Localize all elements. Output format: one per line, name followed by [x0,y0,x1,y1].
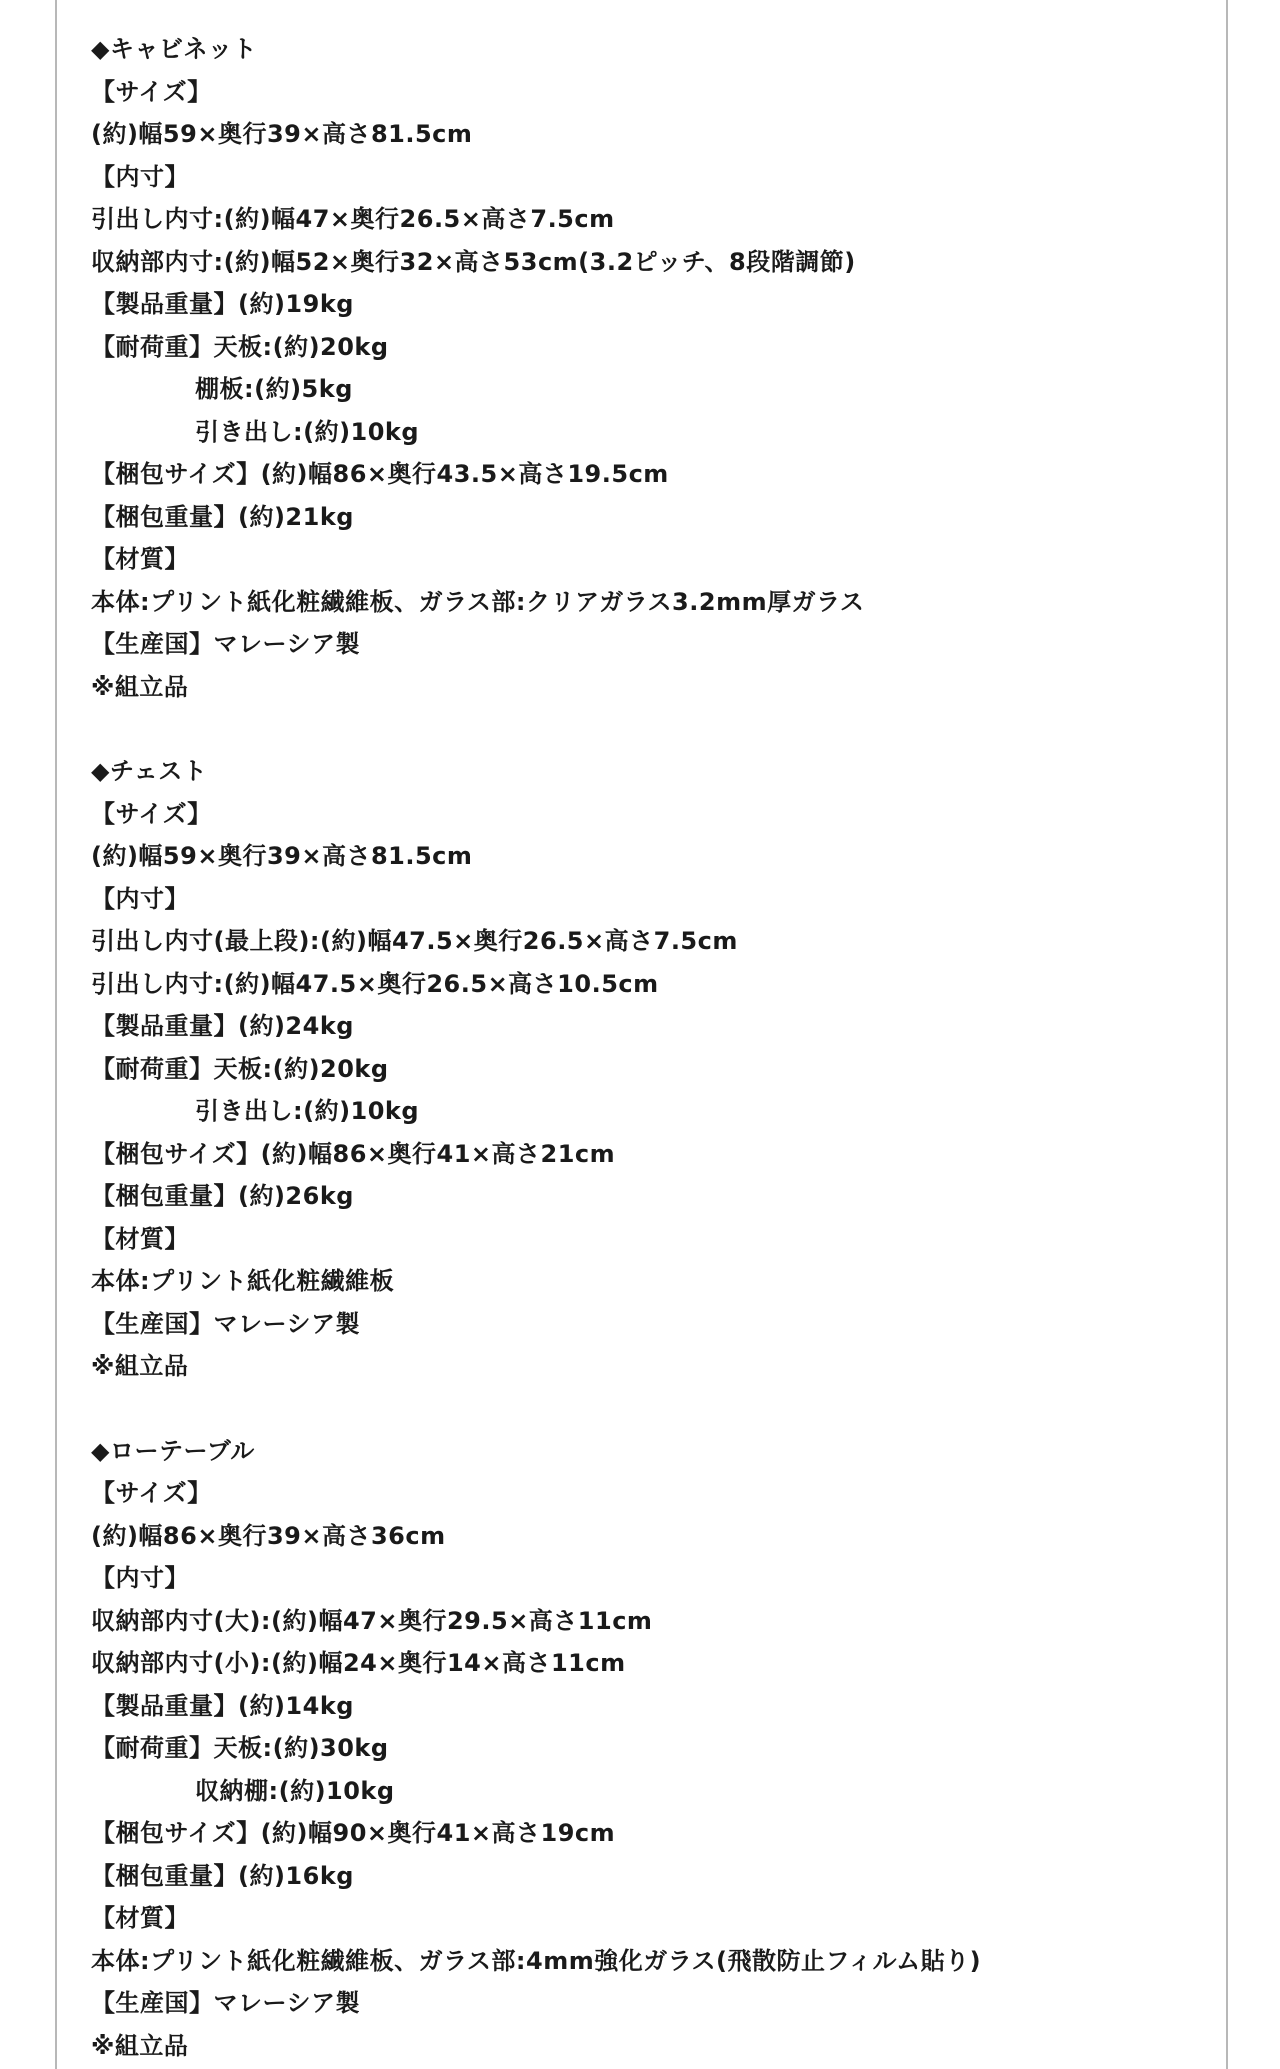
spec-line: 収納部内寸:(約)幅52×奥行32×高さ53cm(3.2ピッチ、8段階調節) [91,247,856,276]
spec-line: 【耐荷重】天板:(約)30kg [91,1734,389,1762]
spec-line: 【耐荷重】天板:(約)20kg [91,332,389,361]
spec-line: 【材質】 [91,545,189,573]
spec-line: 【梱包サイズ】(約)幅86×奥行43.5×高さ19.5cm [91,460,669,488]
spec-line: 本体:プリント紙化粧繊維板 [91,1267,395,1295]
spec-line: 引き出し:(約)10kg [195,417,420,446]
spec-line: 本体:プリント紙化粧繊維板、ガラス部:4mm強化ガラス(飛散防止フィルム貼り) [91,1946,982,1975]
spec-line: 【製品重量】(約)19kg [91,290,354,318]
spec-line: 【製品重量】(約)14kg [91,1691,354,1720]
spec-line: 【耐荷重】天板:(約)20kg [91,1054,389,1083]
spec-line: 【梱包重量】(約)26kg [91,1182,354,1210]
spec-line: (約)幅86×奥行39×高さ36cm [91,1521,446,1550]
spec-line: 【生産国】マレーシア製 [91,630,361,658]
spec-line: 収納棚:(約)10kg [195,1776,395,1805]
spec-line: ※組立品 [91,2031,189,2060]
section-heading: ◆ローテーブル [91,1436,255,1465]
spec-line: 【材質】 [91,1904,189,1932]
spec-line: 【製品重量】(約)24kg [91,1012,354,1040]
spec-line: 引出し内寸:(約)幅47×奥行26.5×高さ7.5cm [91,205,615,233]
spec-line: 引出し内寸:(約)幅47.5×奥行26.5×高さ10.5cm [91,969,659,998]
spec-line: 【内寸】 [91,162,189,191]
spec-line: 【内寸】 [91,1564,189,1592]
spec-line: 【生産国】マレーシア製 [91,1989,361,2017]
spec-line: ※組立品 [91,1352,189,1380]
spec-line: (約)幅59×奥行39×高さ81.5cm [91,842,473,870]
spec-line: 引出し内寸(最上段):(約)幅47.5×奥行26.5×高さ7.5cm [91,927,738,955]
spec-line: 【サイズ】 [91,77,212,106]
chest-spec-section [91,750,1191,1388]
spec-line: 【内寸】 [91,884,189,913]
spec-line: 【サイズ】 [91,1479,212,1507]
spec-line: 【生産国】マレーシア製 [91,1309,361,1338]
cabinet-spec-section [91,28,1191,708]
spec-line: 引き出し:(約)10kg [195,1097,420,1125]
spec-line: 【梱包重量】(約)21kg [91,502,354,531]
spec-line: 本体:プリント紙化粧繊維板、ガラス部:クリアガラス3.2mm厚ガラス [91,587,865,616]
spec-line: 棚板:(約)5kg [195,375,353,403]
spec-document [91,28,1191,2067]
spec-line: (約)幅59×奥行39×高さ81.5cm [91,120,473,148]
spec-line: 【材質】 [91,1224,189,1253]
spec-line: 【サイズ】 [91,799,212,828]
spec-line: 【梱包重量】(約)16kg [91,1861,354,1890]
section-heading: ◆キャビネット [91,35,257,63]
spec-line: 収納部内寸(小):(約)幅24×奥行14×高さ11cm [91,1649,626,1677]
spec-line: 【梱包サイズ】(約)幅86×奥行41×高さ21cm [91,1139,616,1168]
spec-line: 収納部内寸(大):(約)幅47×奥行29.5×高さ11cm [91,1606,653,1635]
section-heading: ◆チェスト [91,757,208,785]
spec-line: ※組立品 [91,672,189,701]
spec-line: 【梱包サイズ】(約)幅90×奥行41×高さ19cm [91,1819,616,1847]
low-table-spec-section [91,1430,1191,2068]
